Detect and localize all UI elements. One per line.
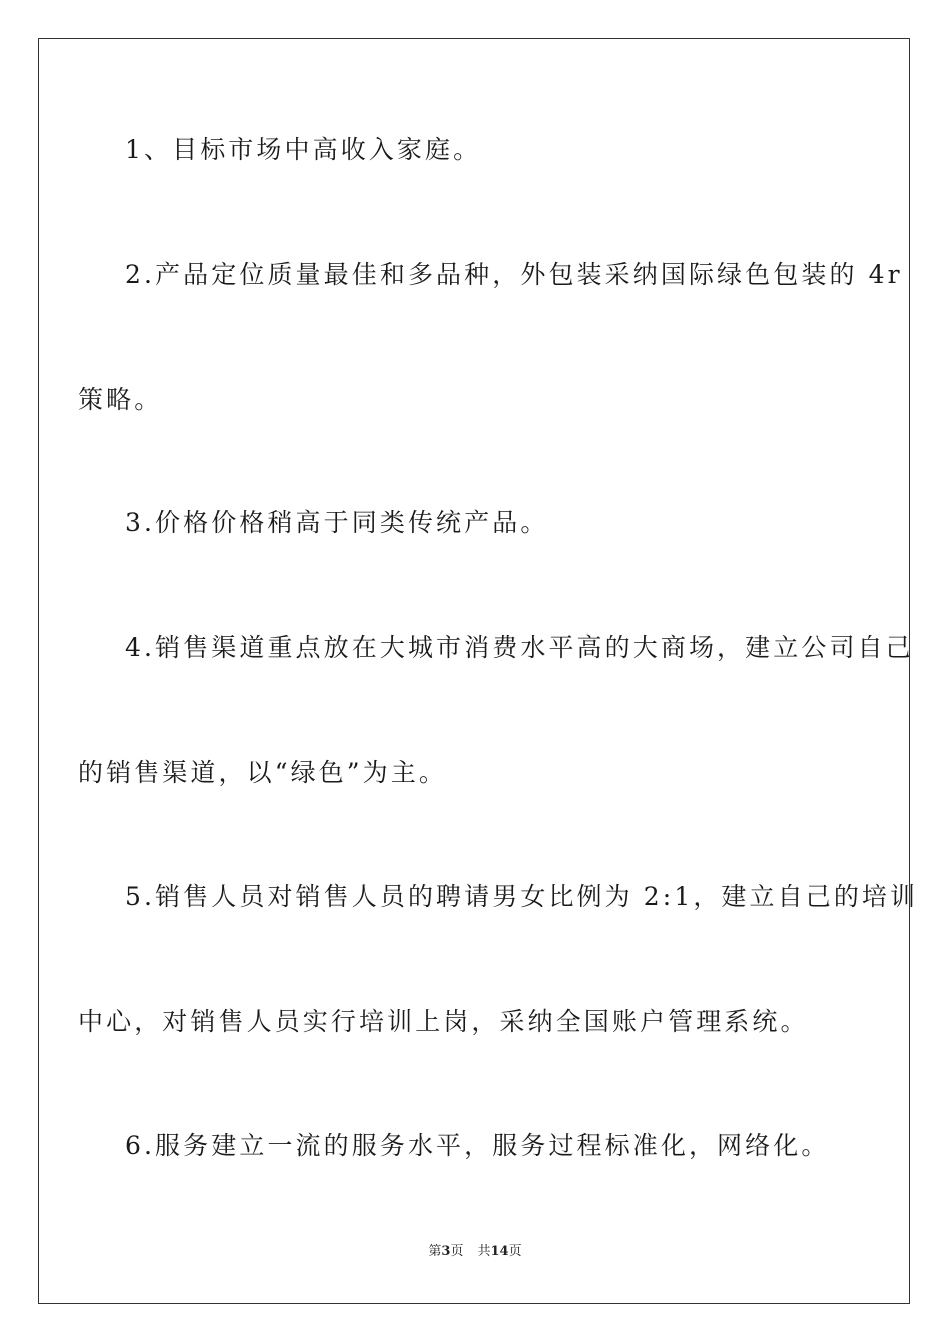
page-border	[38, 38, 910, 1304]
paragraph-5-line-1: 5.销售人员对销售人员的聘请男女比例为 2:1，建立自己的培训	[125, 882, 919, 911]
page-suffix: 页	[450, 1244, 464, 1259]
paragraph-2-line-2: 策略。	[78, 385, 163, 414]
paragraph-6-line-1: 6.服务建立一流的服务水平，服务过程标准化，网络化。	[125, 1131, 830, 1160]
paragraph-4-line-2: 的销售渠道，以“绿色”为主。	[78, 758, 447, 787]
paragraph-5-line-2: 中心，对销售人员实行培训上岗，采纳全国账户管理系统。	[78, 1007, 809, 1036]
total-suffix: 页	[508, 1244, 522, 1259]
paragraph-3-line-1: 3.价格价格稍高于同类传统产品。	[125, 508, 549, 537]
paragraph-1-line-1: 1、目标市场中高收入家庭。	[125, 135, 482, 164]
page-number: 3	[441, 1244, 451, 1259]
page-footer	[0, 1244, 950, 1260]
total-prefix: 共	[477, 1244, 491, 1259]
paragraph-4-line-1: 4.销售渠道重点放在大城市消费水平高的大商场，建立公司自己	[125, 633, 914, 662]
paragraph-2-line-1: 2.产品定位质量最佳和多品种，外包装采纳国际绿色包装的 4r	[125, 260, 903, 289]
total-pages: 14	[490, 1244, 509, 1259]
page-prefix: 第	[428, 1244, 442, 1259]
